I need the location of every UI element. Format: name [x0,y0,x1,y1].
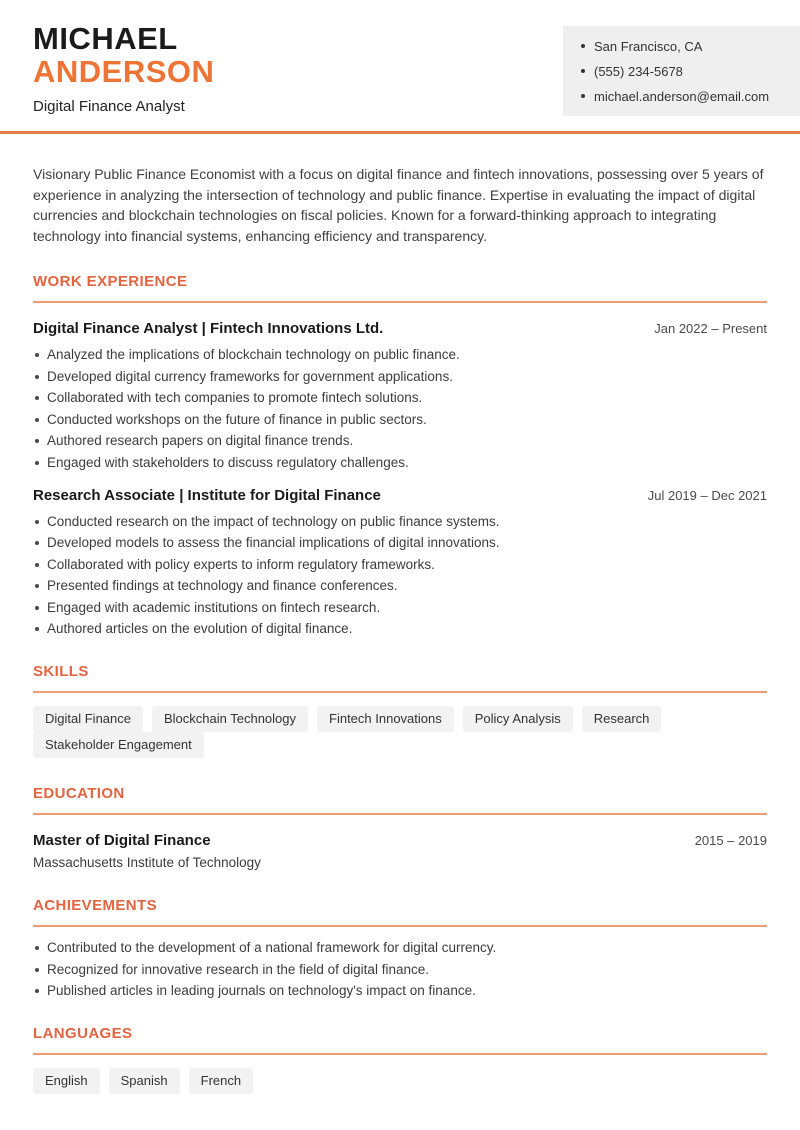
header [0,0,800,134]
job-bullet-list [33,348,767,470]
job-bullet: Presented findings at technology and finance conferences. [33,579,767,593]
achievement-bullet: Recognized for innovative research in the field of digital finance. [33,963,767,977]
section-title-skills: SKILLS [33,663,767,693]
language-chip: French [189,1068,253,1094]
job-bullet: Analyzed the implications of blockchain technology on public finance. [33,348,767,362]
skills-chip-row [33,706,767,758]
job-dates: Jul 2019 – Dec 2021 [647,487,767,503]
job-bullet: Collaborated with policy experts to inform regulatory frameworks. [33,558,767,572]
section-work-experience [33,273,767,636]
contact-list [581,39,790,104]
section-achievements [33,897,767,998]
section-title-achievements: ACHIEVEMENTS [33,897,767,927]
job-bullet: Collaborated with tech companies to promote fintech solutions. [33,391,767,405]
section-skills [33,663,767,758]
job-bullet: Engaged with academic institutions on fintech research. [33,601,767,615]
skill-chip: Digital Finance [33,706,143,732]
header-divider [0,131,800,134]
job-entry [33,487,767,637]
job-dates: Jan 2022 – Present [654,321,767,336]
achievement-list [33,941,767,998]
job-title: Digital Finance Analyst [33,98,185,115]
job-header [33,320,767,337]
section-title-languages: LANGUAGES [33,1025,767,1055]
section-languages [33,1025,767,1094]
contact-item-location: San Francisco, CA [581,39,790,54]
contact-card [563,26,800,116]
skill-chip: Research [582,706,662,732]
education-school: Massachusetts Institute of Technology [33,855,261,870]
language-chip: English [33,1068,100,1094]
job-bullet: Developed digital currency frameworks for government applications. [33,370,767,384]
job-bullet: Conducted workshops on the future of finance in public sectors. [33,413,767,427]
achievement-bullet: Published articles in leading journals on technology's impact on finance. [33,984,767,998]
job-bullet: Engaged with stakeholders to discuss regulatory challenges. [33,456,767,470]
skill-chip: Policy Analysis [463,706,573,732]
section-title-work-experience: WORK EXPERIENCE [33,273,767,303]
job-bullet: Authored articles on the evolution of digital finance. [33,622,767,636]
job-bullet: Developed models to assess the financial implications of digital innovations. [33,536,767,550]
contact-item-phone: (555) 234-5678 [581,64,790,79]
job-bullet: Authored research papers on digital finance trends. [33,434,767,448]
job-name: Research Associate | Institute for Digital Finance [33,486,381,504]
resume-content [0,164,800,1094]
last-name: ANDERSON [33,54,215,89]
job-bullet: Conducted research on the impact of technology on public finance systems. [33,515,767,529]
section-title-education: EDUCATION [33,785,767,815]
education-dates: 2015 – 2019 [694,833,767,848]
achievement-bullet: Contributed to the development of a national framework for digital currency. [33,941,767,955]
name-block [33,22,214,115]
job-entry [33,320,767,470]
education-header [33,832,767,849]
skill-chip: Fintech Innovations [317,706,454,732]
languages-chip-row [33,1068,767,1094]
contact-item-email: michael.anderson@email.com [581,89,790,104]
language-chip: Spanish [109,1068,180,1094]
job-header [33,487,767,504]
skill-chip: Blockchain Technology [152,706,308,732]
section-education [33,785,767,870]
summary-text: Visionary Public Finance Economist with a focus on digital finance and fintech innovations, possessing over 5 years of experience in analyzing the intersection of technology and public finance. Expertise in evaluating the impact of digital currencies and blockchain technologies on fiscal policies. Known for a forward-thinking approach to integrating technology into financial systems, enhancing efficiency and transparency. [33,166,764,244]
education-degree: Master of Digital Finance [33,832,211,849]
skill-chip: Stakeholder Engagement [33,732,204,758]
job-bullet-list [33,515,767,637]
first-name: MICHAEL [33,21,178,56]
job-name: Digital Finance Analyst | Fintech Innovations Ltd. [33,320,384,337]
